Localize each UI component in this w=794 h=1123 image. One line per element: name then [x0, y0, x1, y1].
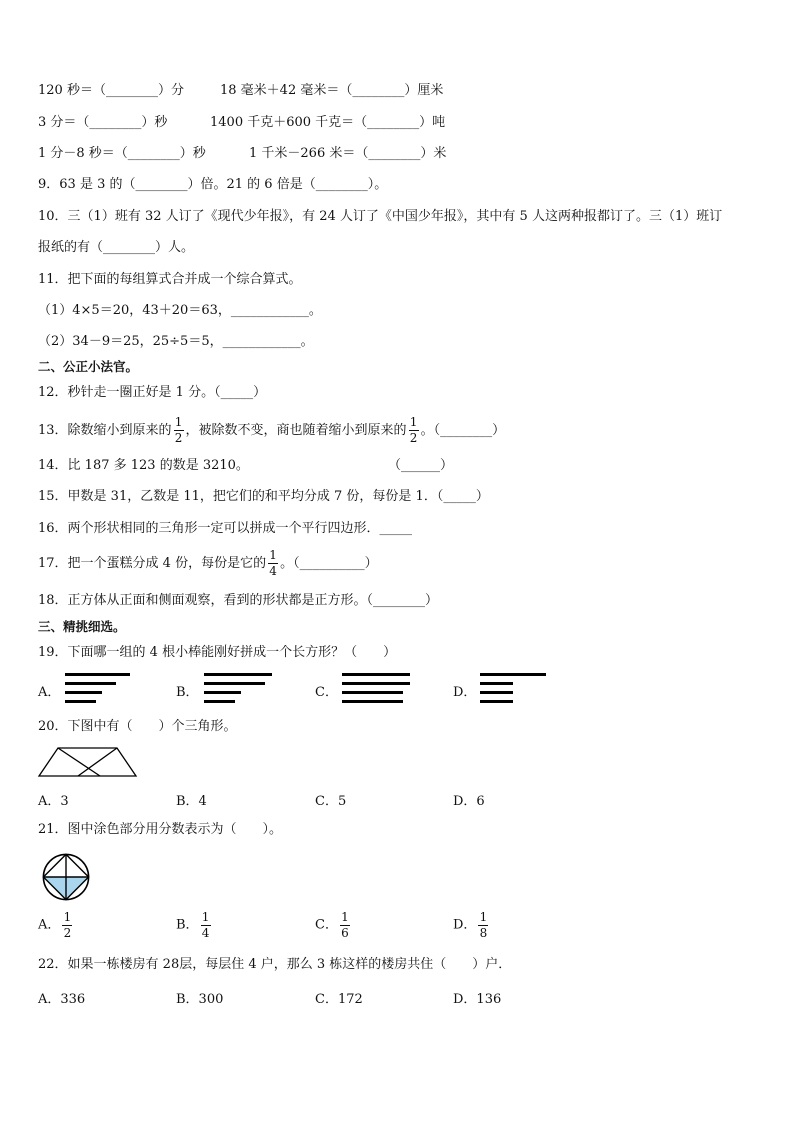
question-20: 20．下图中有（ ）个三角形。 — [38, 719, 237, 734]
q21-option-d — [453, 911, 490, 940]
q19-sticks-c — [342, 673, 410, 705]
stick — [480, 700, 513, 703]
fraction-numerator: 1 — [479, 910, 488, 924]
fraction-numerator: 1 — [63, 910, 72, 924]
stick — [480, 691, 513, 694]
fraction-denominator: 8 — [479, 926, 488, 940]
q19-option-c-label: C． — [315, 685, 338, 700]
question-9: 9．63 是 3 的（________）倍。21 的 6 倍是（________）。 — [38, 177, 388, 192]
conversion-row-2 — [38, 115, 446, 131]
stick — [480, 682, 513, 685]
stick — [204, 673, 272, 676]
stick — [204, 691, 241, 694]
q22-option-a: A．336 — [38, 992, 86, 1007]
conversion-row-1 — [38, 83, 444, 99]
q21-option-c-label: C． — [315, 917, 338, 933]
question-11: 11．把下面的每组算式合并成一个综合算式。 — [38, 272, 302, 287]
stick — [65, 691, 102, 694]
question-13-text-b: ，被除数不变，商也随着缩小到原来的 — [185, 423, 407, 438]
q20-option-a: A．3 — [38, 794, 69, 809]
question-11-part-1: （1）4×5＝20，43＋20＝63，____________。 — [38, 303, 322, 318]
conversion-1b: 18 毫米＋42 毫米＝（________）厘米 — [220, 83, 444, 98]
fraction-denominator: 4 — [269, 564, 277, 578]
fraction-denominator: 2 — [174, 431, 183, 445]
question-17-text-b: 。（__________） — [280, 556, 378, 571]
conversion-2b: 1400 千克＋600 千克＝（________）吨 — [210, 115, 446, 130]
conversion-3b: 1 千米－266 米＝（________）米 — [249, 146, 447, 161]
question-18: 18．正方体从正面和侧面观察，看到的形状都是正方形。（________） — [38, 593, 439, 608]
question-10-line-2: 报纸的有（________）人。 — [38, 240, 195, 255]
question-14-text: 14．比 187 多 123 的数是 3210。 — [38, 458, 249, 473]
q22-option-c: C．172 — [315, 992, 363, 1007]
conversion-2a: 3 分＝（________）秒 — [38, 115, 168, 130]
q19-sticks-d — [480, 673, 546, 705]
fraction-quarter — [268, 549, 278, 578]
fraction-denominator: 4 — [201, 926, 210, 940]
conversion-3a: 1 分－8 秒＝（________）秒 — [38, 146, 206, 161]
fraction-numerator: 1 — [409, 415, 418, 429]
question-13 — [38, 416, 505, 446]
fraction-denominator: 2 — [409, 431, 418, 445]
fraction-half-2 — [409, 416, 419, 445]
question-16: 16．两个形状相同的三角形一定可以拼成一个平行四边形．_____ — [38, 521, 413, 536]
question-10-line-1: 10．三（1）班有 32 人订了《现代少年报》，有 24 人订了《中国少年报》，其中有 5 人这两种报都订了。三（1）班订 — [38, 209, 723, 224]
stick — [65, 673, 130, 676]
question-17 — [38, 549, 378, 579]
q19-option-d-label: D． — [453, 685, 477, 700]
question-12: 12．秒针走一圈正好是 1 分。（_____） — [38, 385, 267, 400]
conversion-row-3 — [38, 146, 447, 162]
question-14-blank: （______） — [388, 458, 454, 473]
q21-option-d-label: D． — [453, 917, 477, 933]
question-19: 19．下面哪一组的 4 根小棒能刚好拼成一个长方形？（ ） — [38, 645, 397, 660]
q20-option-b: B．4 — [176, 794, 207, 809]
question-17-text-a: 17．把一个蛋糕分成 4 份，每份是它的 — [38, 556, 267, 571]
q19-option-a-label: A． — [38, 685, 61, 700]
fraction-numerator: 1 — [269, 548, 277, 562]
question-13-text-c: 。（________） — [420, 423, 506, 438]
stick — [342, 700, 403, 703]
q21-option-b — [176, 911, 213, 940]
q21-fraction-b — [201, 911, 211, 940]
stick — [204, 700, 235, 703]
fraction-numerator: 1 — [201, 910, 210, 924]
fraction-denominator: 6 — [341, 926, 349, 940]
stick — [65, 682, 116, 685]
q21-fraction-a — [62, 911, 72, 940]
fraction-half-1 — [174, 416, 184, 445]
stick — [204, 682, 265, 685]
q20-option-c: C．5 — [315, 794, 347, 809]
q19-sticks-b — [204, 673, 272, 705]
fraction-numerator: 1 — [341, 910, 349, 924]
question-13-text-a: 13．除数缩小到原来的 — [38, 423, 172, 438]
question-15: 15．甲数是 31，乙数是 11，把它们的和平均分成 7 份，每份是 1．（_____） — [38, 489, 489, 504]
shaded-circle-figure — [40, 851, 92, 903]
trapezoid-figure — [38, 747, 138, 777]
q21-option-a — [38, 911, 74, 940]
q21-fraction-d — [478, 911, 488, 940]
q21-fraction-c — [340, 911, 350, 940]
conversion-1a: 120 秒＝（________）分 — [38, 83, 184, 98]
trapezoid-diagonal-1 — [58, 748, 100, 776]
q19-sticks-a — [65, 673, 133, 705]
q21-option-c — [315, 911, 352, 940]
stick — [65, 700, 96, 703]
section-3-title: 三、精挑细选。 — [38, 619, 126, 634]
stick — [342, 673, 410, 676]
q19-option-b-label: B． — [176, 685, 199, 700]
q21-option-b-label: B． — [176, 917, 199, 933]
fraction-denominator: 2 — [63, 926, 72, 940]
q21-option-a-label: A． — [38, 917, 61, 933]
q22-option-b: B．300 — [176, 992, 224, 1007]
question-11-part-2: （2）34－9＝25，25÷5＝5，____________。 — [38, 334, 314, 349]
question-22: 22．如果一栋楼房有 28层，每层住 4 户，那么 3 栋这样的楼房共住（ ）户． — [38, 957, 512, 972]
q20-option-d: D．6 — [453, 794, 485, 809]
question-21: 21．图中涂色部分用分数表示为（ ）。 — [38, 822, 283, 837]
fraction-numerator: 1 — [174, 415, 183, 429]
trapezoid-diagonal-2 — [78, 748, 117, 776]
stick — [342, 691, 403, 694]
stick — [342, 682, 410, 685]
stick — [480, 673, 546, 676]
section-2-title: 二、公正小法官。 — [38, 359, 139, 374]
q22-option-d: D．136 — [453, 992, 502, 1007]
question-14 — [38, 458, 454, 474]
trapezoid-outline — [39, 748, 136, 776]
